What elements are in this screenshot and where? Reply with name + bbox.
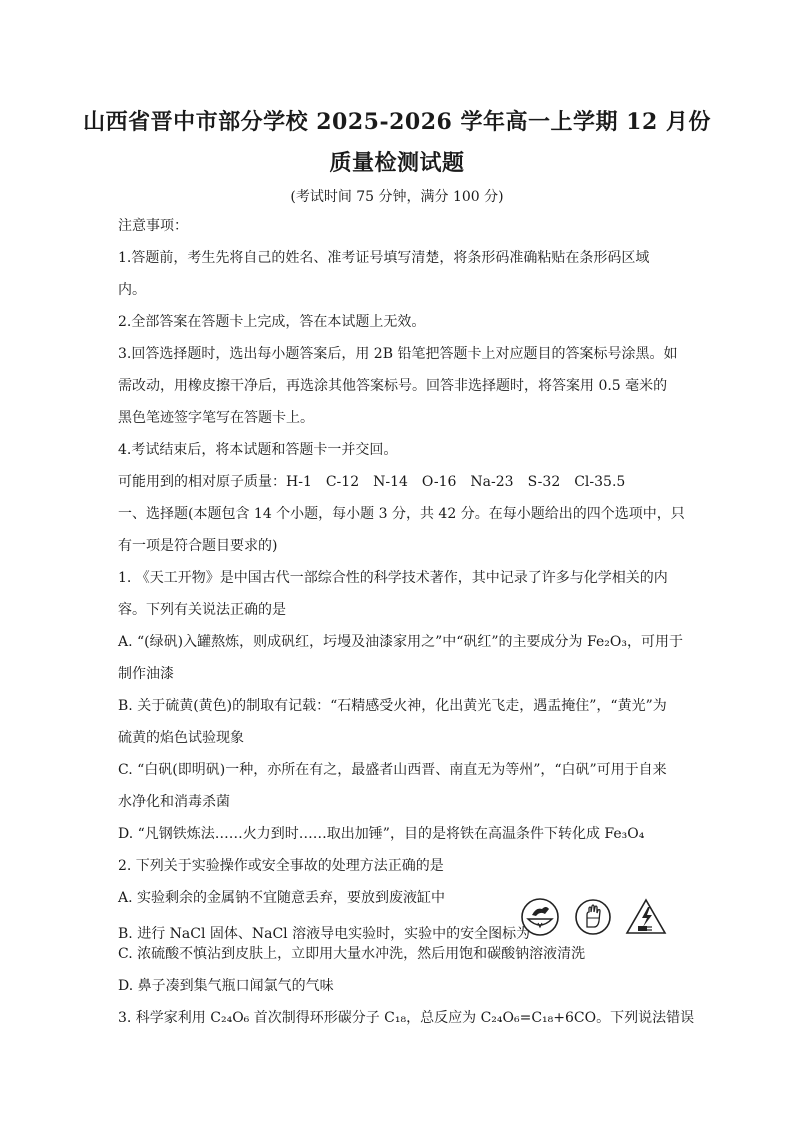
q1-stem-cont: 容。下列有关说法正确的是 (118, 602, 286, 618)
notice-item-1-cont: 内。 (118, 282, 146, 298)
q1-option-b-cont: 硫黄的焰色试验现象 (118, 730, 244, 746)
notice-item-3: 3.回答选择题时，选出每小题答案后，用 2B 铅笔把答题卡上对应题目的答案标号涂黑。如 (118, 346, 678, 362)
section1-heading-cont: 有一项是符合题目要求的) (118, 538, 278, 554)
section1-heading: 一、选择题(本题包含 14 个小题，每小题 3 分，共 42 分。在每小题给出的四个选项中，只 (118, 506, 685, 522)
exam-title-line1: 山西省晋中市部分学校 2025-2026 学年高一上学期 12 月份 (83, 109, 711, 135)
safety-icons (518, 897, 678, 937)
exam-title-line2: 质量检测试题 (329, 150, 465, 176)
atomic-masses: 可能用到的相对原子质量：H-1 C-12 N-14 O-16 Na-23 S-32 Cl-35.5 (118, 474, 626, 490)
notice-item-3-cont1: 需改动，用橡皮擦干净后，再选涂其他答案标号。回答非选择题时，将答案用 0.5 毫米的 (118, 378, 668, 394)
q3-stem: 3. 科学家利用 C₂₄O₆ 首次制得环形碳分子 C₁₈，总反应为 C₂₄O₆=C₁₈+6CO。下列说法错误 (118, 1010, 695, 1026)
q1-option-c: C. “白矾(即明矾)一种，亦所在有之，最盛者山西晋、南直无为等州”，“白矾”可用于自来 (118, 762, 667, 778)
q2-option-c: C. 浓硫酸不慎沾到皮肤上，立即用大量水冲洗，然后用饱和碳酸钠溶液清洗 (118, 946, 586, 962)
q1-option-b: B. 关于硫黄(黄色)的制取有记载：“石精感受火神，化出黄光飞走，遇盂掩住”，“黄光”为 (118, 698, 667, 714)
wash-hands-icon (518, 897, 562, 937)
notice-item-4: 4.考试结束后，将本试题和答题卡一并交回。 (118, 442, 398, 458)
q1-option-c-cont: 水净化和消毒杀菌 (118, 794, 230, 810)
hand-protection-icon (573, 897, 613, 937)
q1-option-a-cont: 制作油漆 (118, 666, 174, 682)
electric-hazard-icon (624, 897, 668, 937)
q1-option-a: A. “(绿矾)入罐熬炼，则成矾红，圬墁及油漆家用之”中“矾红”的主要成分为 Fe₂O₃，可用于 (118, 634, 683, 650)
notice-item-1: 1.答题前，考生先将自己的姓名、准考证号填写清楚，将条形码准确粘贴在条形码区域 (118, 250, 650, 266)
exam-info: (考试时间 75 分钟，满分 100 分) (290, 189, 504, 205)
q2-option-b: B. 进行 NaCl 固体、NaCl 溶液导电实验时，实验中的安全图标为 (118, 926, 531, 942)
notice-item-2: 2.全部答案在答题卡上完成，答在本试题上无效。 (118, 314, 426, 330)
q2-option-d: D. 鼻子凑到集气瓶口闻氯气的气味 (118, 978, 334, 994)
q1-option-d: D. “凡钢铁炼法……火力到时……取出加锤”，目的是将铁在高温条件下转化成 Fe₃O₄ (118, 826, 645, 842)
notice-heading: 注意事项： (118, 218, 188, 234)
q1-stem: 1. 《天工开物》是中国古代一部综合性的科学技术著作，其中记录了许多与化学相关的内 (118, 570, 668, 586)
q2-option-a: A. 实验剩余的金属钠不宜随意丢弃，要放到废液缸中 (118, 890, 446, 906)
q2-stem: 2. 下列关于实验操作或安全事故的处理方法正确的是 (118, 858, 444, 874)
notice-item-3-cont2: 黑色笔迹签字笔写在答题卡上。 (118, 410, 314, 426)
